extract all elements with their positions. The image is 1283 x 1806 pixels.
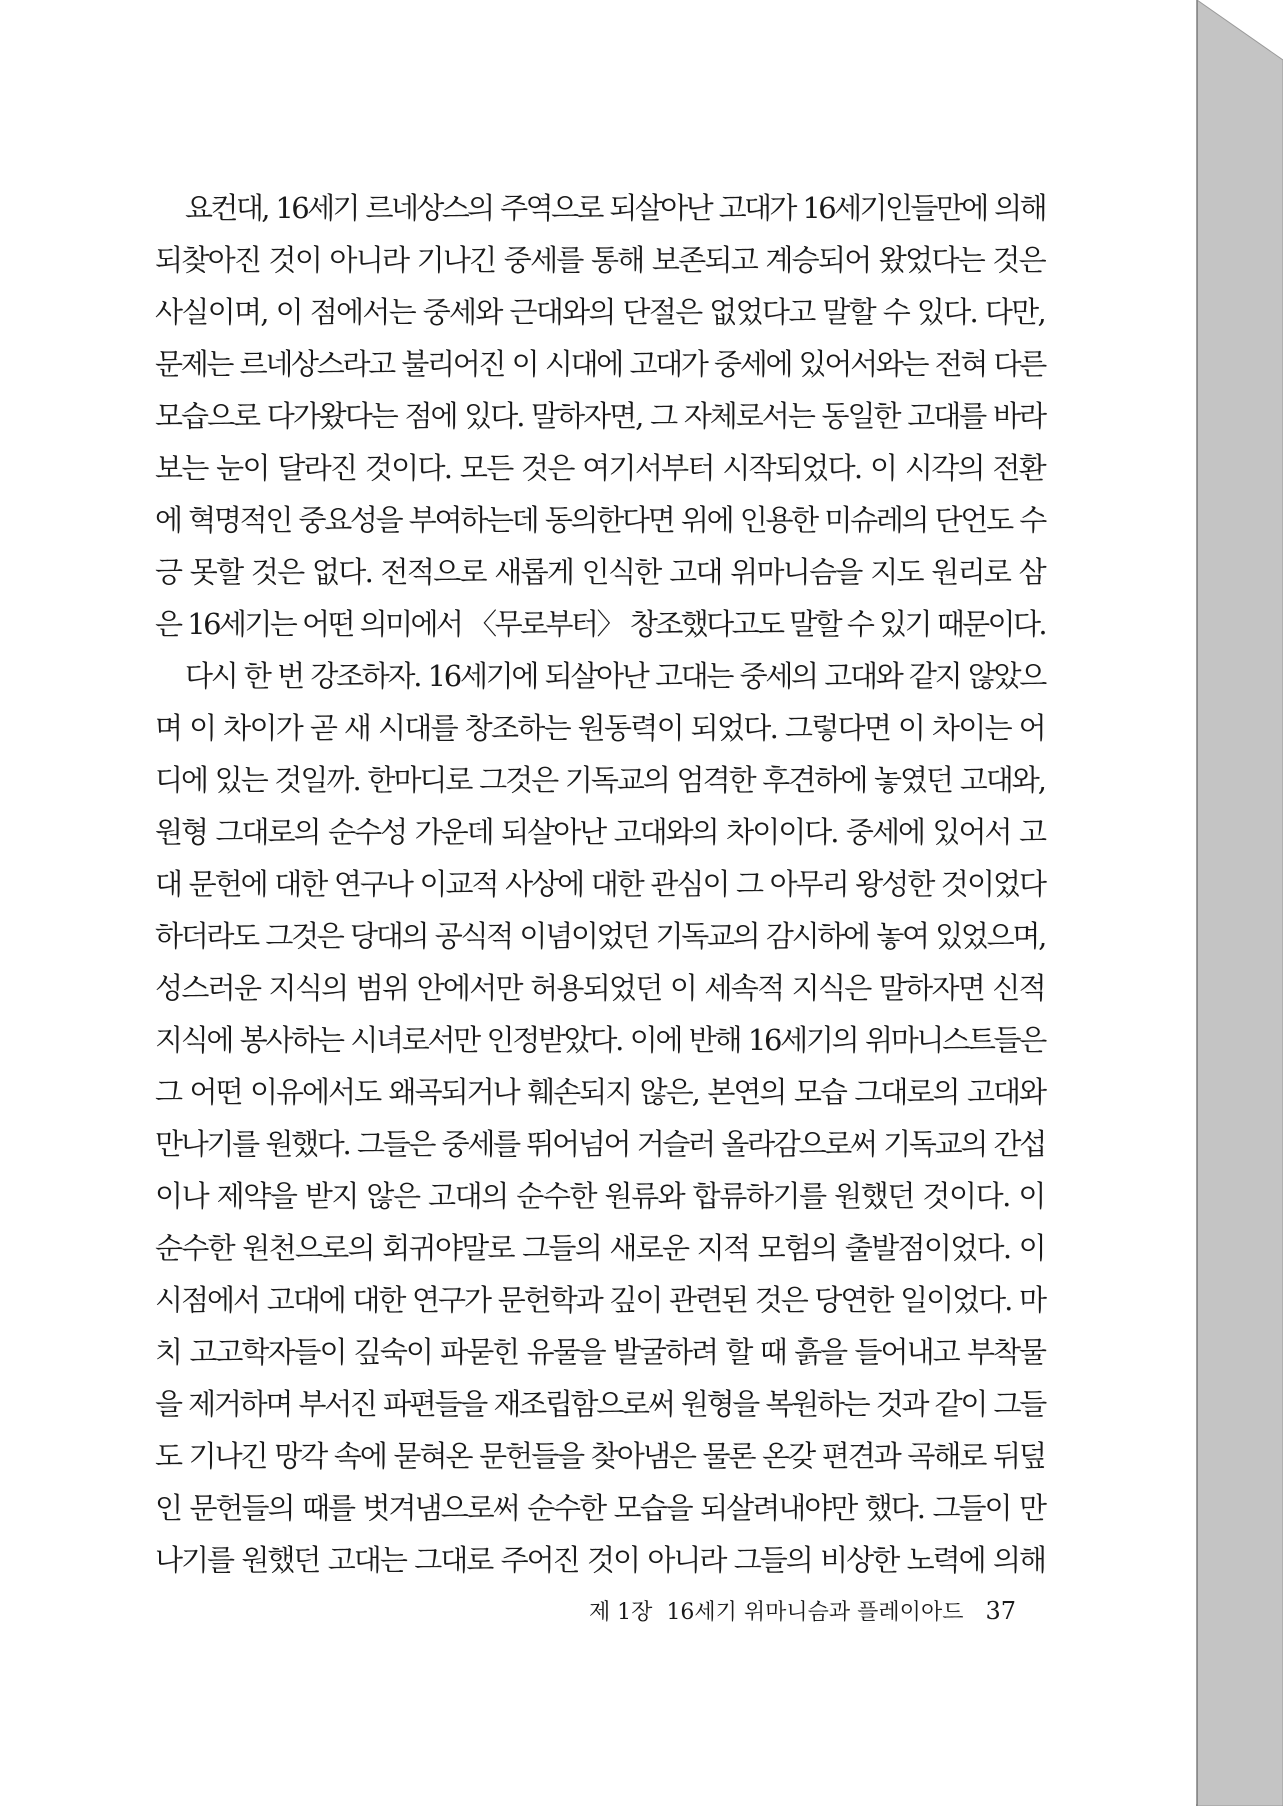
text-line: 시점에서 고대에 대한 연구가 문헌학과 깊이 관련된 것은 당연한 일이었다. 마 [155, 1283, 1045, 1317]
text-line: 만나기를 원했다. 그들은 중세를 뛰어넘어 거슬러 올라감으로써 기독교의 간섭 [155, 1127, 1045, 1161]
text-line: 되찾아진 것이 아니라 기나긴 중세를 통해 보존되고 계승되어 왔었다는 것은 [155, 243, 1045, 277]
text-line: 그 어떤 이유에서도 왜곡되거나 훼손되지 않은, 본연의 모습 그대로의 고대와 [155, 1075, 1045, 1109]
text-line: 에 혁명적인 중요성을 부여하는데 동의한다면 위에 인용한 미슈레의 단언도 수 [155, 503, 1045, 537]
text-line: 성스러운 지식의 범위 안에서만 허용되었던 이 세속적 지식은 말하자면 신적 [155, 971, 1045, 1005]
text-line: 요컨대, 16세기 르네상스의 주역으로 되살아난 고대가 16세기인들만에 의해 [185, 191, 1045, 225]
text-line: 문제는 르네상스라고 불리어진 이 시대에 고대가 중세에 있어서와는 전혀 다른 [155, 347, 1045, 381]
text-line: 모습으로 다가왔다는 점에 있다. 말하자면, 그 자체로서는 동일한 고대를 바라 [155, 399, 1045, 433]
text-line: 긍 못할 것은 없다. 전적으로 새롭게 인식한 고대 위마니슴을 지도 원리로 삼 [155, 555, 1045, 589]
text-line: 원형 그대로의 순수성 가운데 되살아난 고대와의 차이이다. 중세에 있어서 고 [155, 815, 1045, 849]
text-line: 대 문헌에 대한 연구나 이교적 사상에 대한 관심이 그 아무리 왕성한 것이었다 [155, 867, 1045, 901]
text-line: 다시 한 번 강조하자. 16세기에 되살아난 고대는 중세의 고대와 같지 않았으 [185, 659, 1045, 693]
text-line: 인 문헌들의 때를 벗겨냄으로써 순수한 모습을 되살려내야만 했다. 그들이 만 [155, 1491, 1045, 1525]
footer-chapter: 제 1장 [588, 1600, 653, 1625]
text-line: 나기를 원했던 고대는 그대로 주어진 것이 아니라 그들의 비상한 노력에 의해 [155, 1543, 1045, 1577]
page-footer [586, 1595, 1016, 1626]
text-line: 지식에 봉사하는 시녀로서만 인정받았다. 이에 반해 16세기의 위마니스트들은 [155, 1023, 1045, 1057]
text-line: 며 이 차이가 곧 새 시대를 창조하는 원동력이 되었다. 그렇다면 이 차이는 어 [155, 711, 1045, 745]
footer-title: 16세기 위마니슴과 플레이아드 [666, 1600, 964, 1625]
text-line: 도 기나긴 망각 속에 묻혀온 문헌들을 찾아냄은 물론 온갖 편견과 곡해로 뒤덮 [155, 1439, 1045, 1473]
text-line: 을 제거하며 부서진 파편들을 재조립함으로써 원형을 복원하는 것과 같이 그들 [155, 1387, 1045, 1421]
text-line: 순수한 원천으로의 회귀야말로 그들의 새로운 지적 모험의 출발점이었다. 이 [155, 1231, 1045, 1265]
body-text [155, 182, 1045, 1586]
text-line: 보는 눈이 달라진 것이다. 모든 것은 여기서부터 시작되었다. 이 시각의 전환 [155, 451, 1045, 485]
text-line: 이나 제약을 받지 않은 고대의 순수한 원류와 합류하기를 원했던 것이다. 이 [155, 1179, 1045, 1213]
text-line: 하더라도 그것은 당대의 공식적 이념이었던 기독교의 감시하에 놓여 있었으며, [155, 919, 1045, 953]
text-line: 치 고고학자들이 깊숙이 파묻힌 유물을 발굴하려 할 때 흙을 들어내고 부착물 [155, 1335, 1045, 1369]
text-line: 사실이며, 이 점에서는 중세와 근대와의 단절은 없었다고 말할 수 있다. 다만, [155, 295, 1045, 329]
text-line: 은 16세기는 어떤 의미에서 〈무로부터〉 창조했다고도 말할 수 있기 때문이다. [155, 607, 1045, 641]
text-line: 디에 있는 것일까. 한마디로 그것은 기독교의 엄격한 후견하에 놓였던 고대와, [155, 763, 1045, 797]
page-number: 37 [985, 1597, 1016, 1625]
